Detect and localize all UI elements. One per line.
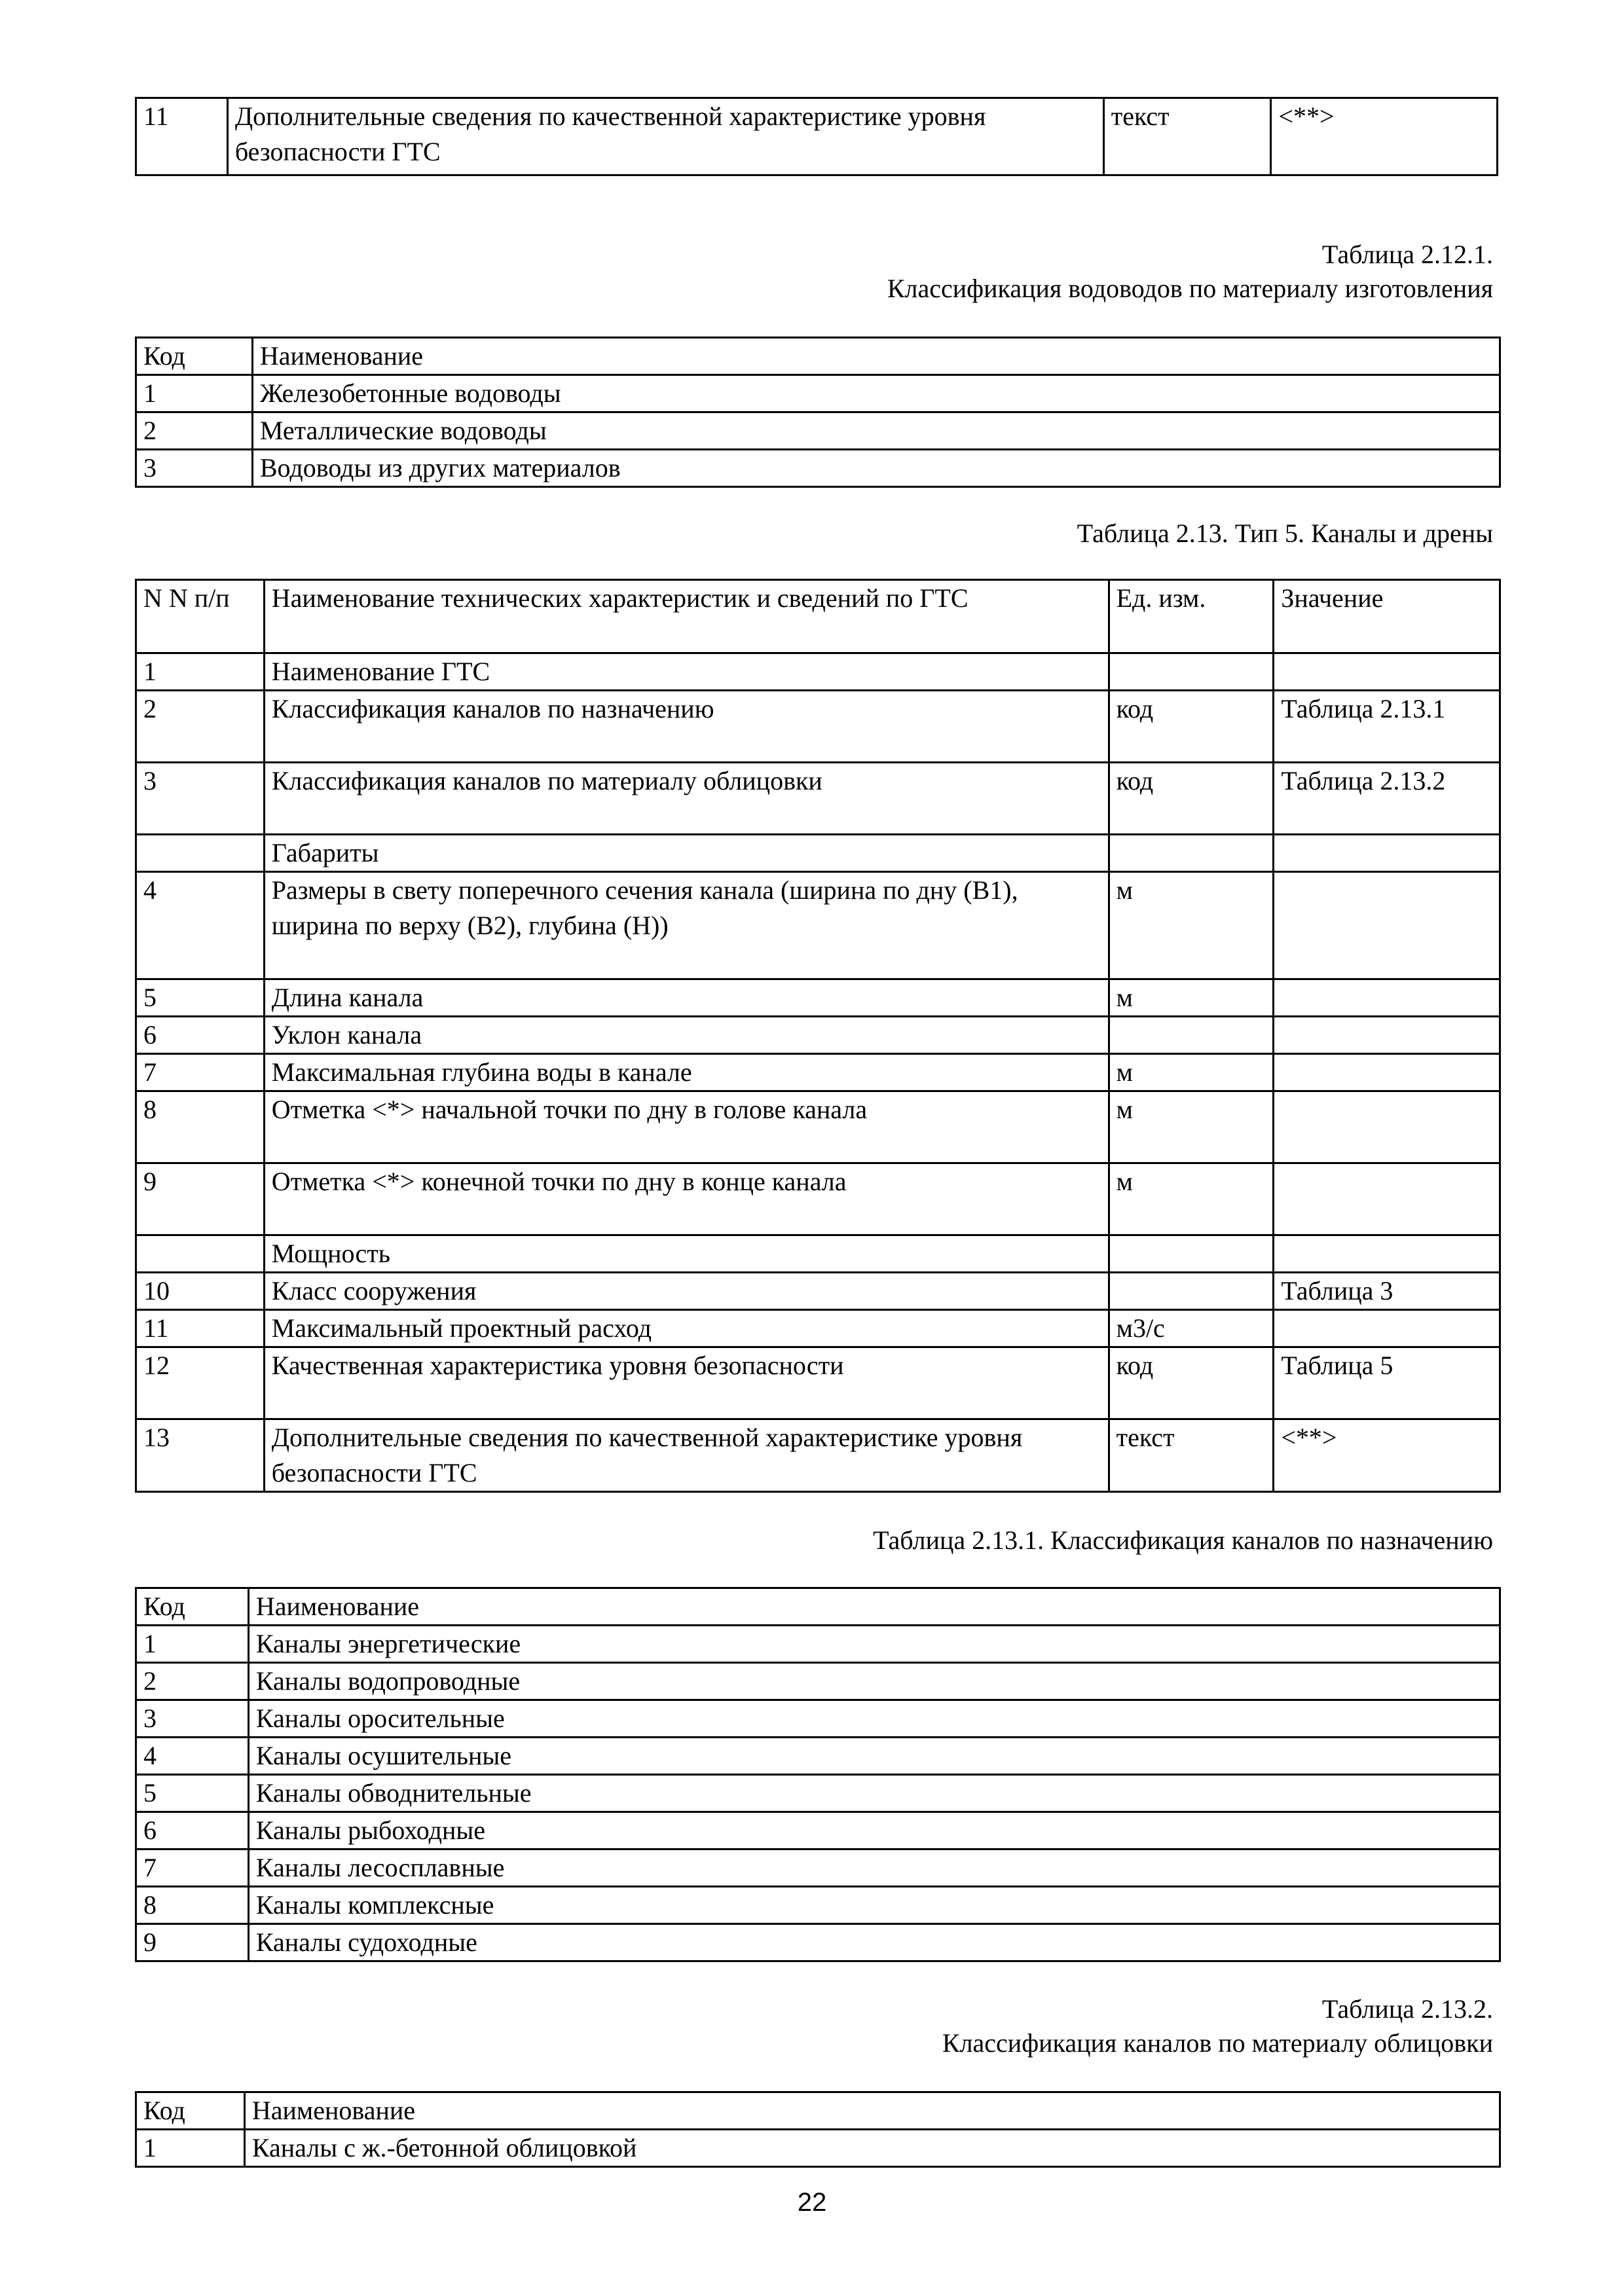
cell-name: Мощность	[264, 1235, 1109, 1273]
cell-unit: м	[1109, 1054, 1274, 1091]
cell-value	[1274, 1091, 1500, 1163]
table-2-12-1-caption-number: Таблица 2.12.1.	[1321, 240, 1493, 269]
cell-unit	[1109, 1235, 1274, 1273]
table-row	[136, 1924, 1500, 1961]
table-row	[136, 835, 1500, 872]
table-row	[136, 979, 1500, 1017]
table-row	[136, 1626, 1500, 1663]
table-row	[136, 1887, 1500, 1924]
header-name: Наименование технических характеристик и сведений по ГТС	[264, 580, 1109, 653]
cell-name: Отметка <*> начальной точки по дну в голове канала	[264, 1091, 1109, 1163]
table-row	[136, 1850, 1500, 1887]
cell-unit	[1109, 653, 1274, 691]
cell-value	[1274, 1017, 1500, 1054]
table-2-12-1-caption-title: Классификация водоводов по материалу изготовления	[887, 274, 1493, 303]
cell-name: Каналы рыбоходные	[248, 1812, 1500, 1850]
cell-value: Таблица 2.13.2	[1274, 763, 1500, 835]
table-2-13	[135, 579, 1501, 1493]
cell-name: Каналы комплексные	[248, 1887, 1500, 1924]
cell-num: 13	[136, 1419, 265, 1492]
header-unit: Ед. изм.	[1109, 580, 1274, 653]
table-row	[136, 1663, 1500, 1700]
cell-num: 1	[136, 653, 265, 691]
cell-unit: м	[1109, 872, 1274, 979]
table-2-13-1	[135, 1587, 1501, 1962]
table-row	[136, 1091, 1500, 1163]
cell-code: 7	[136, 1850, 249, 1887]
cell-unit	[1109, 1017, 1274, 1054]
cell-name: Каналы обводнительные	[248, 1775, 1500, 1812]
header-name: Наименование	[244, 2092, 1500, 2130]
cell-code: 2	[136, 412, 253, 450]
cell-unit: код	[1109, 763, 1274, 835]
cell-name: Каналы оросительные	[248, 1700, 1500, 1738]
cell-unit: текст	[1103, 98, 1271, 175]
header-name: Наименование	[252, 338, 1500, 375]
cell-unit: текст	[1109, 1419, 1274, 1492]
table-row	[136, 1738, 1500, 1775]
cell-name: Дополнительные сведения по качественной характеристике уровня безопасности ГТС	[227, 98, 1103, 175]
header-value: Значение	[1274, 580, 1500, 653]
cell-value: Таблица 5	[1274, 1347, 1500, 1419]
cell-value: <**>	[1274, 1419, 1500, 1492]
cell-num: 11	[136, 98, 228, 175]
cell-name: Дополнительные сведения по качественной характеристике уровня безопасности ГТС	[264, 1419, 1109, 1492]
cell-name: Размеры в свету поперечного сечения канала (ширина по дну (B1), ширина по верху (B2), глубина (H))	[264, 872, 1109, 979]
cell-name: Каналы судоходные	[248, 1924, 1500, 1961]
cell-value	[1274, 872, 1500, 979]
cell-name: Максимальный проектный расход	[264, 1310, 1109, 1347]
cell-num	[136, 835, 265, 872]
table-2-12-1	[135, 337, 1501, 488]
table-row	[136, 872, 1500, 979]
cell-value	[1274, 1054, 1500, 1091]
header-name: Наименование	[248, 1588, 1500, 1626]
table-row	[136, 1273, 1500, 1310]
cell-name: Классификация каналов по материалу облицовки	[264, 763, 1109, 835]
cell-value	[1274, 835, 1500, 872]
table-header-row	[136, 2092, 1500, 2130]
cell-unit: код	[1109, 1347, 1274, 1419]
cell-name: Габариты	[264, 835, 1109, 872]
cell-unit: м	[1109, 979, 1274, 1017]
cell-name: Каналы осушительные	[248, 1738, 1500, 1775]
cell-value: <**>	[1271, 98, 1498, 175]
table-row	[136, 653, 1500, 691]
table-row	[136, 412, 1500, 450]
cell-num: 4	[136, 872, 265, 979]
table-row	[136, 1812, 1500, 1850]
header-code: Код	[136, 338, 253, 375]
table-header-row	[136, 338, 1500, 375]
cell-code: 3	[136, 450, 253, 487]
cell-name: Каналы водопроводные	[248, 1663, 1500, 1700]
cell-num: 2	[136, 691, 265, 763]
table-header-row	[136, 580, 1500, 653]
cell-value	[1274, 653, 1500, 691]
cell-num	[136, 1235, 265, 1273]
cell-code: 3	[136, 1700, 249, 1738]
table-row	[136, 691, 1500, 763]
cell-name: Железобетонные водоводы	[252, 375, 1500, 412]
prev-table	[135, 97, 1498, 176]
table-row	[136, 2130, 1500, 2167]
cell-unit	[1109, 1273, 1274, 1310]
cell-name: Каналы энергетические	[248, 1626, 1500, 1663]
table-2-13-2-caption-number: Таблица 2.13.2.	[1321, 1994, 1493, 2024]
cell-code: 1	[136, 1626, 249, 1663]
cell-num: 11	[136, 1310, 265, 1347]
cell-name: Каналы лесосплавные	[248, 1850, 1500, 1887]
cell-num: 8	[136, 1091, 265, 1163]
cell-code: 4	[136, 1738, 249, 1775]
cell-value	[1274, 1163, 1500, 1235]
table-2-13-2-caption-title: Классификация каналов по материалу облицовки	[942, 2028, 1493, 2058]
cell-name: Уклон канала	[264, 1017, 1109, 1054]
cell-code: 8	[136, 1887, 249, 1924]
cell-value	[1274, 1235, 1500, 1273]
cell-value: Таблица 3	[1274, 1273, 1500, 1310]
cell-name: Максимальная глубина воды в канале	[264, 1054, 1109, 1091]
cell-name: Длина канала	[264, 979, 1109, 1017]
page-number: 22	[797, 2188, 827, 2217]
table-row	[136, 1163, 1500, 1235]
table-2-13-1-caption: Таблица 2.13.1. Классификация каналов по назначению	[873, 1525, 1493, 1555]
header-num: N N п/п	[136, 580, 265, 653]
table-row	[136, 1054, 1500, 1091]
cell-num: 5	[136, 979, 265, 1017]
table-header-row	[136, 1588, 1500, 1626]
table-row	[136, 450, 1500, 487]
cell-value	[1274, 1310, 1500, 1347]
cell-code: 5	[136, 1775, 249, 1812]
table-row	[136, 98, 1498, 175]
cell-code: 9	[136, 1924, 249, 1961]
cell-num: 7	[136, 1054, 265, 1091]
cell-unit: код	[1109, 691, 1274, 763]
cell-num: 3	[136, 763, 265, 835]
cell-unit: м	[1109, 1091, 1274, 1163]
cell-name: Классификация каналов по назначению	[264, 691, 1109, 763]
cell-name: Металлические водоводы	[252, 412, 1500, 450]
table-row	[136, 1419, 1500, 1492]
cell-code: 2	[136, 1663, 249, 1700]
cell-name: Отметка <*> конечной точки по дну в конце канала	[264, 1163, 1109, 1235]
header-code: Код	[136, 2092, 245, 2130]
cell-code: 1	[136, 2130, 245, 2167]
table-2-13-2	[135, 2091, 1501, 2168]
cell-unit: м3/с	[1109, 1310, 1274, 1347]
cell-unit: м	[1109, 1163, 1274, 1235]
cell-name: Водоводы из других материалов	[252, 450, 1500, 487]
cell-num: 12	[136, 1347, 265, 1419]
table-row	[136, 1347, 1500, 1419]
table-row	[136, 1017, 1500, 1054]
table-row	[136, 763, 1500, 835]
cell-unit	[1109, 835, 1274, 872]
table-row	[136, 375, 1500, 412]
cell-name: Наименование ГТС	[264, 653, 1109, 691]
header-code: Код	[136, 1588, 249, 1626]
cell-code: 6	[136, 1812, 249, 1850]
table-2-13-caption: Таблица 2.13. Тип 5. Каналы и дрены	[1077, 519, 1493, 548]
cell-num: 9	[136, 1163, 265, 1235]
cell-name: Класс сооружения	[264, 1273, 1109, 1310]
table-row	[136, 1700, 1500, 1738]
cell-name: Каналы с ж.-бетонной облицовкой	[244, 2130, 1500, 2167]
cell-num: 6	[136, 1017, 265, 1054]
cell-value	[1274, 979, 1500, 1017]
cell-code: 1	[136, 375, 253, 412]
cell-num: 10	[136, 1273, 265, 1310]
table-row	[136, 1310, 1500, 1347]
cell-name: Качественная характеристика уровня безопасности	[264, 1347, 1109, 1419]
table-row	[136, 1775, 1500, 1812]
cell-value: Таблица 2.13.1	[1274, 691, 1500, 763]
table-row	[136, 1235, 1500, 1273]
